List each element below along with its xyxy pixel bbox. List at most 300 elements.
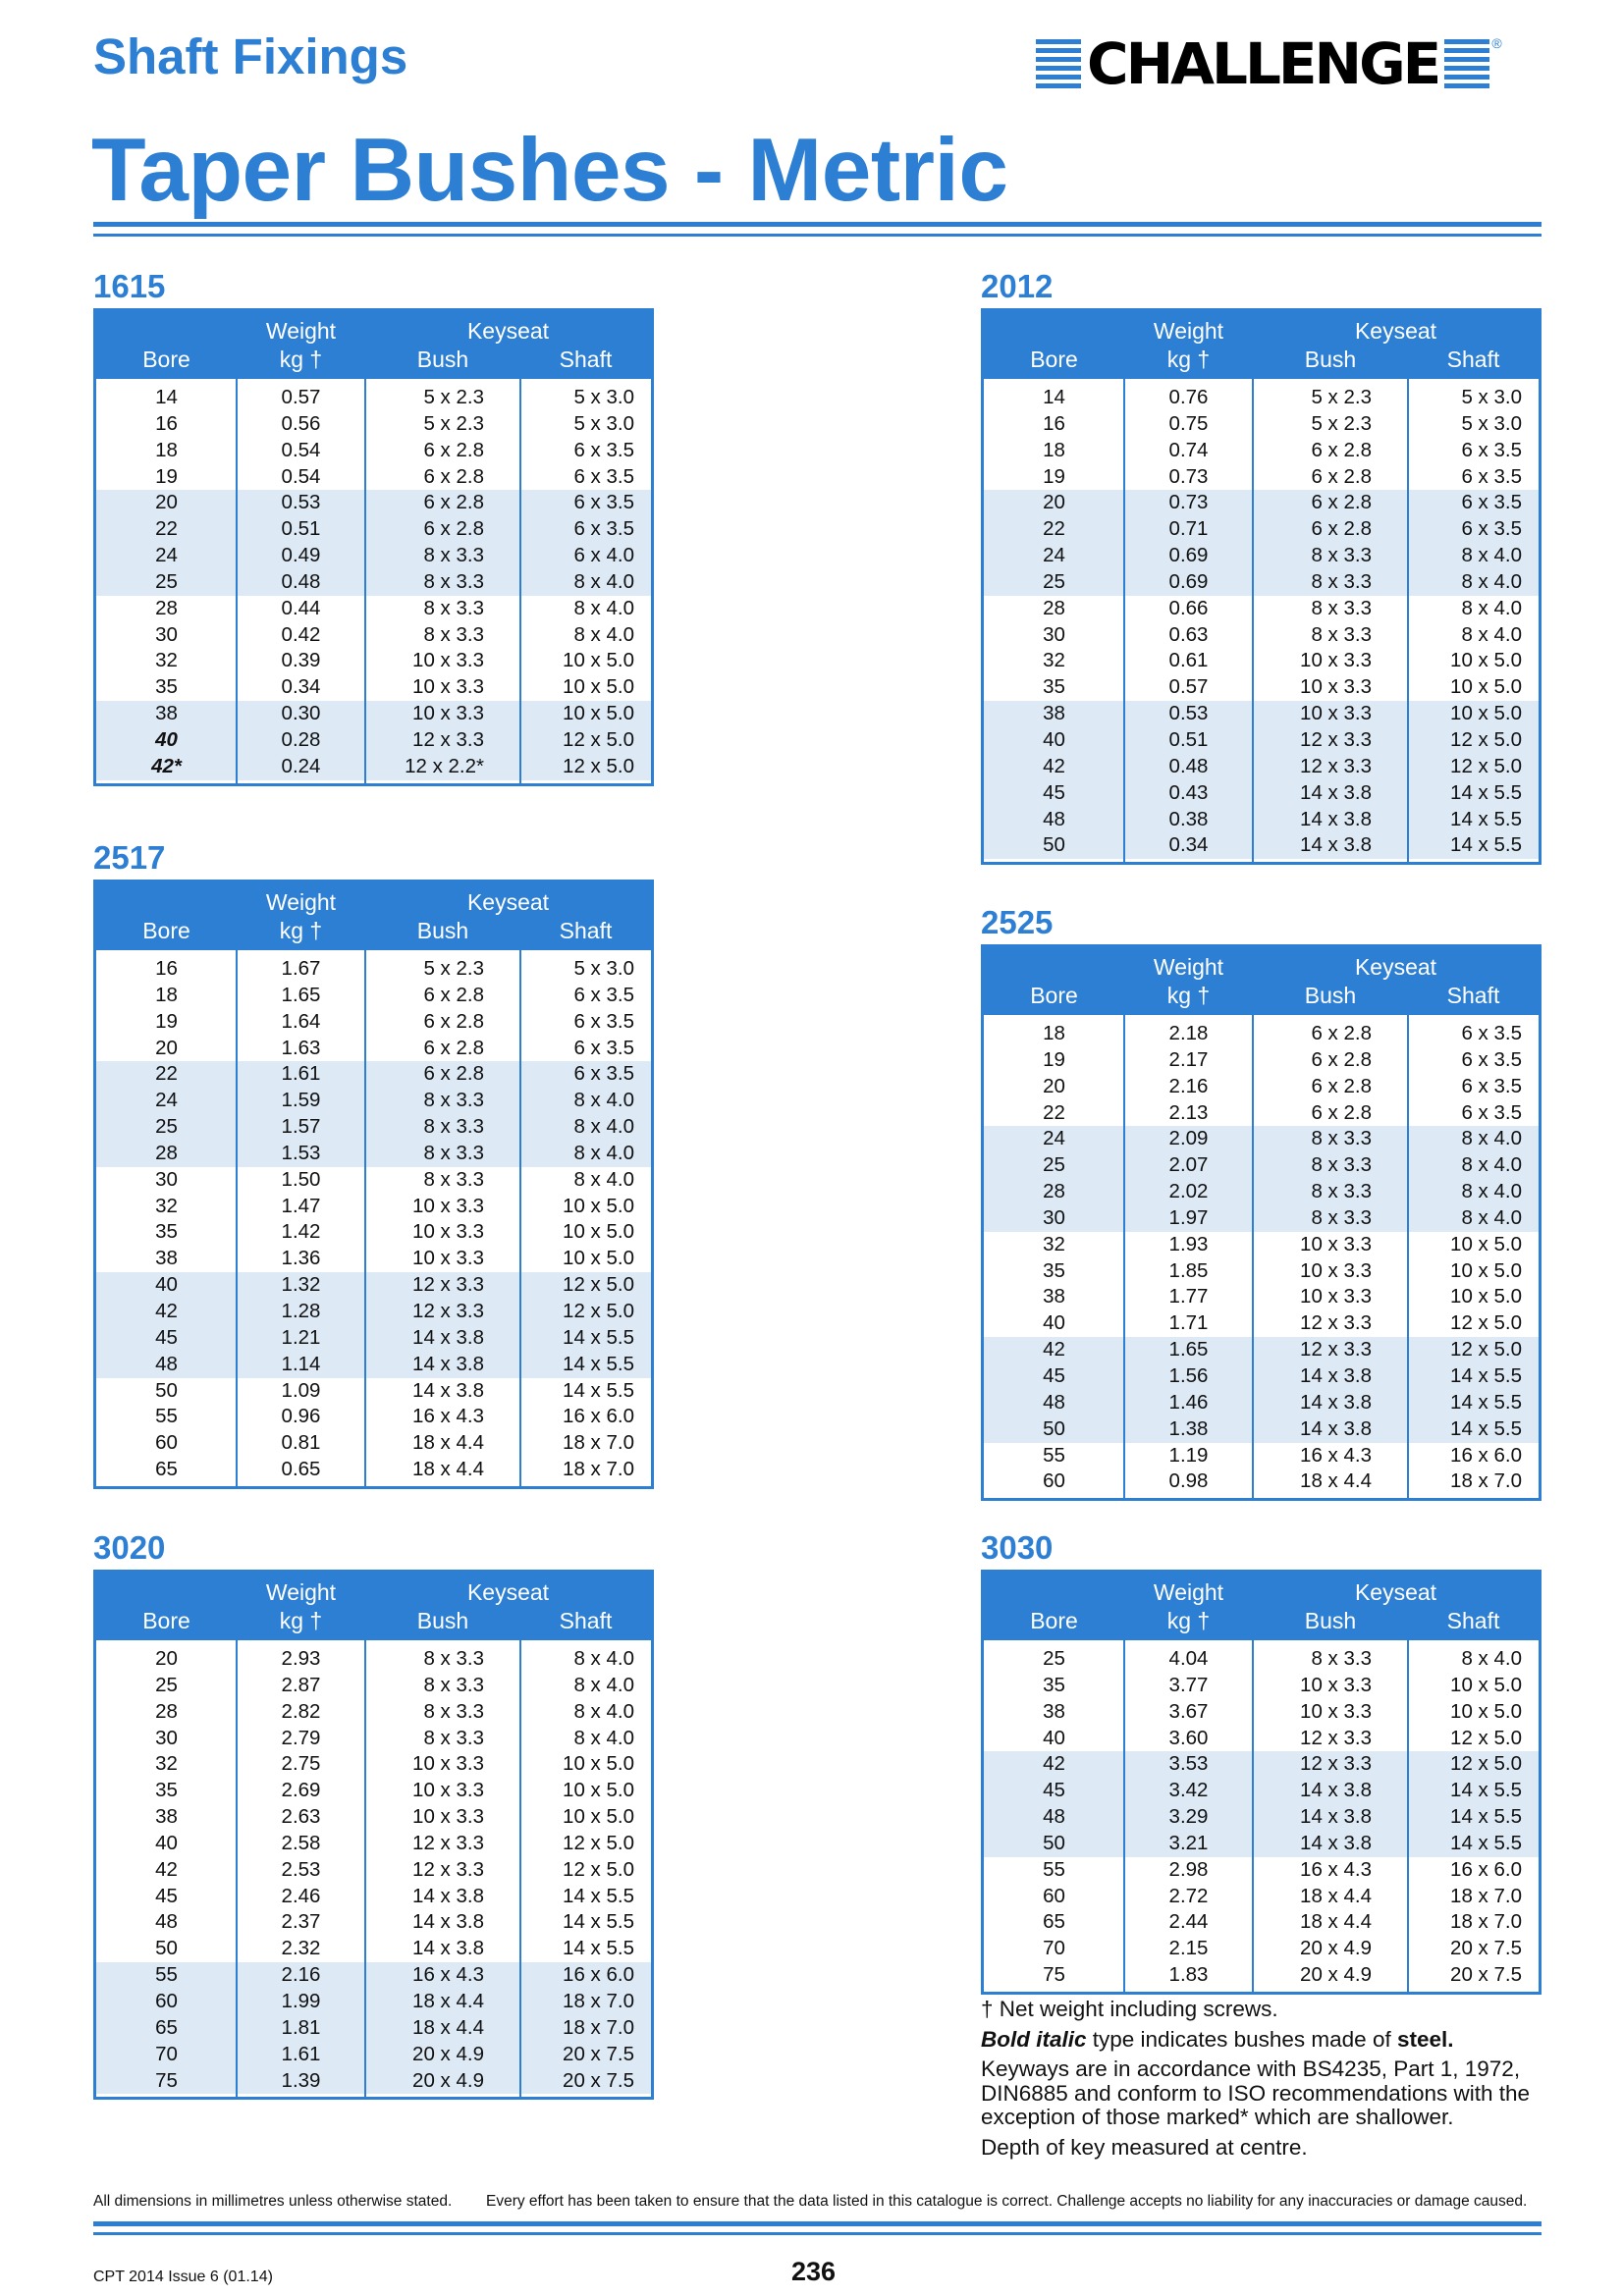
header-keyseat: Keyseat [1354,318,1437,344]
weight-cell: 1.83 [1168,1963,1209,1987]
shaft-keyseat-cell: 14 x 5.5 [563,1884,634,1907]
bush-keyseat-cell: 5 x 2.3 [423,386,484,408]
table-row [984,1443,1539,1469]
table-row [96,622,651,649]
bush-keyseat-cell: 8 x 3.3 [423,1673,484,1696]
weight-cell: 0.76 [1168,386,1209,408]
bore-cell: 20 [155,1036,178,1059]
footer-rule-thin [93,2232,1542,2235]
bush-keyseat-cell: 8 x 3.3 [1311,544,1372,567]
shaft-keyseat-cell: 10 x 5.0 [563,1194,634,1217]
table-row [984,1363,1539,1390]
table-row [984,516,1539,543]
bush-keyseat-cell: 6 x 2.8 [423,1062,484,1086]
weight-cell: 2.87 [281,1673,321,1696]
bore-cell: 32 [1043,649,1065,672]
shaft-keyseat-cell: 10 x 5.0 [1450,1699,1522,1723]
table-row [96,1699,651,1726]
bush-keyseat-cell: 12 x 3.3 [1300,727,1372,751]
bore-cell: 35 [1043,1258,1065,1282]
bush-keyseat-cell: 10 x 3.3 [1300,1699,1372,1723]
shaft-keyseat-cell: 8 x 4.0 [573,622,634,646]
bore-cell: 25 [155,569,178,593]
weight-cell: 2.53 [281,1857,321,1881]
bush-keyseat-cell: 8 x 3.3 [423,1141,484,1164]
weight-cell: 3.77 [1168,1673,1209,1696]
weight-cell: 0.44 [281,596,321,619]
shaft-keyseat-cell: 8 x 4.0 [573,1726,634,1749]
bore-cell: 38 [1043,1699,1065,1723]
page-number: 236 [791,2257,837,2286]
bush-keyseat-cell: 14 x 3.8 [1300,807,1372,830]
bush-keyseat-cell: 8 x 3.3 [423,1699,484,1723]
table-body [984,1640,1539,1992]
bore-cell: 32 [155,1752,178,1776]
column-divider [1123,1640,1125,1992]
bore-cell: 30 [1043,622,1065,646]
table-frame [93,308,654,786]
weight-cell: 2.72 [1168,1884,1209,1907]
weight-cell: 3.53 [1168,1752,1209,1776]
table-row [984,385,1539,411]
weight-cell: 0.56 [281,411,321,435]
table-row [984,1936,1539,1962]
header-weight-unit: kg † [1166,1608,1211,1633]
shaft-keyseat-cell: 12 x 5.0 [1450,727,1522,751]
table-row [96,1061,651,1088]
table-row [96,1219,651,1246]
header-bore: Bore [142,347,190,372]
shaft-keyseat-cell: 8 x 4.0 [1461,622,1522,646]
shaft-keyseat-cell: 8 x 4.0 [1461,1180,1522,1203]
table-row [984,1310,1539,1337]
table-row [984,1416,1539,1443]
table-row [984,1284,1539,1310]
bore-cell: 19 [1043,1047,1065,1071]
bush-keyseat-cell: 16 x 4.3 [412,1405,484,1428]
table-row [984,1337,1539,1363]
bush-keyseat-cell: 12 x 3.3 [412,1299,484,1322]
table-row [96,1751,651,1778]
shaft-keyseat-cell: 12 x 5.0 [1450,1752,1522,1776]
bush-keyseat-cell: 14 x 3.8 [412,1910,484,1934]
shaft-keyseat-cell: 10 x 5.0 [563,702,634,725]
weight-cell: 1.21 [281,1325,321,1349]
bore-cell: 50 [1043,833,1065,857]
bush-keyseat-cell: 10 x 3.3 [1300,1232,1372,1255]
shaft-keyseat-cell: 12 x 5.0 [563,727,634,751]
bush-keyseat-cell: 8 x 3.3 [423,569,484,593]
table-row [984,1232,1539,1258]
bush-keyseat-cell: 12 x 3.3 [1300,1311,1372,1335]
steel-note [981,2028,1550,2053]
bush-keyseat-cell: 10 x 3.3 [412,1220,484,1244]
weight-cell: 0.73 [1168,491,1209,514]
table-row [984,1699,1539,1726]
table-row [984,1126,1539,1152]
header-weight-unit: kg † [1166,983,1211,1008]
column-divider [1252,1015,1254,1498]
header-shaft: Shaft [1446,1608,1500,1633]
weight-cell: 2.09 [1168,1127,1209,1150]
bush-keyseat-cell: 10 x 3.3 [412,1752,484,1776]
brand-name: CHALLENGE [1087,30,1439,97]
weight-cell: 3.21 [1168,1831,1209,1854]
issue-label: CPT 2014 Issue 6 (01.14) [93,2269,273,2285]
bore-cell: 42 [155,1857,178,1881]
weight-cell: 1.53 [281,1141,321,1164]
shaft-keyseat-cell: 6 x 3.5 [573,464,634,488]
weight-cell: 1.46 [1168,1390,1209,1414]
weight-cell: 0.96 [281,1405,321,1428]
bush-keyseat-cell: 14 x 3.8 [1300,1363,1372,1387]
shaft-keyseat-cell: 10 x 5.0 [563,675,634,699]
shaft-keyseat-cell: 10 x 5.0 [563,1779,634,1802]
shaft-keyseat-cell: 10 x 5.0 [563,1805,634,1829]
bush-keyseat-cell: 8 x 3.3 [1311,1647,1372,1670]
column-divider [519,1640,521,2097]
table-row [96,1778,651,1804]
bore-cell: 30 [155,622,178,646]
table-row [96,2015,651,2042]
table-row [96,411,651,438]
weight-cell: 1.09 [281,1378,321,1402]
table-row [984,1884,1539,1910]
bore-cell: 65 [155,1458,178,1481]
bush-keyseat-cell: 8 x 3.3 [423,1167,484,1191]
weight-cell: 0.42 [281,622,321,646]
weight-cell: 1.47 [281,1194,321,1217]
shaft-keyseat-cell: 8 x 4.0 [1461,569,1522,593]
weight-cell: 1.59 [281,1089,321,1112]
bore-cell: 16 [1043,411,1065,435]
weight-cell: 0.48 [1168,754,1209,777]
table-row [984,622,1539,649]
weight-cell: 3.60 [1168,1726,1209,1749]
weight-cell: 0.71 [1168,517,1209,541]
table-row [96,1088,651,1114]
shaft-keyseat-cell: 12 x 5.0 [563,1299,634,1322]
weight-cell: 0.69 [1168,544,1209,567]
bore-cell: 42 [155,1299,178,1322]
net-weight-note: † Net weight including screws. [981,1997,1278,2021]
weight-cell: 0.38 [1168,807,1209,830]
shaft-keyseat-cell: 12 x 5.0 [563,1273,634,1297]
bore-cell: 40 [155,1831,178,1854]
weight-cell: 1.97 [1168,1205,1209,1229]
bush-keyseat-cell: 8 x 3.3 [423,622,484,646]
weight-cell: 1.67 [281,957,321,980]
table-frame [981,944,1542,1501]
bore-cell: 60 [155,1431,178,1455]
bore-cell: 28 [1043,1180,1065,1203]
table-body [96,950,651,1486]
table-row [96,1009,651,1036]
bush-keyseat-cell: 8 x 3.3 [423,596,484,619]
weight-cell: 1.57 [281,1115,321,1139]
weight-cell: 3.67 [1168,1699,1209,1723]
shaft-keyseat-cell: 14 x 5.5 [563,1937,634,1960]
bush-keyseat-cell: 5 x 2.3 [1311,411,1372,435]
bush-keyseat-cell: 6 x 2.8 [1311,1074,1372,1097]
bush-keyseat-cell: 18 x 4.4 [412,2015,484,2039]
weight-cell: 2.46 [281,1884,321,1907]
dimensions-note: All dimensions in millimetres unless otherwise stated. [93,2193,453,2210]
column-divider [519,379,521,783]
shaft-keyseat-cell: 8 x 4.0 [573,596,634,619]
table-row [984,1100,1539,1127]
weight-cell: 0.54 [281,438,321,461]
shaft-keyseat-cell: 10 x 5.0 [1450,675,1522,699]
shaft-keyseat-cell: 10 x 5.0 [563,1220,634,1244]
bush-keyseat-cell: 6 x 2.8 [423,438,484,461]
weight-cell: 1.99 [281,1989,321,2012]
weight-cell: 0.51 [1168,727,1209,751]
shaft-keyseat-cell: 18 x 7.0 [563,1431,634,1455]
bore-cell: 45 [1043,1363,1065,1387]
header-shaft: Shaft [1446,347,1500,372]
bore-cell: 45 [155,1884,178,1907]
weight-cell: 2.17 [1168,1047,1209,1071]
bore-cell: 20 [155,1647,178,1670]
bush-keyseat-cell: 8 x 3.3 [423,1726,484,1749]
weight-cell: 1.32 [281,1273,321,1297]
bush-keyseat-cell: 16 x 4.3 [1300,1857,1372,1881]
notes [981,1998,1550,2165]
bush-keyseat-cell: 20 x 4.9 [412,2068,484,2092]
table-row [96,1036,651,1062]
shaft-keyseat-cell: 8 x 4.0 [1461,1153,1522,1177]
shaft-keyseat-cell: 5 x 3.0 [1461,386,1522,408]
bush-keyseat-cell: 6 x 2.8 [1311,1100,1372,1124]
table-row [96,727,651,754]
table-row [984,1778,1539,1804]
taper-bush-table-2525 [981,901,1542,1501]
table-header [96,311,651,379]
weight-cell: 1.61 [281,1062,321,1086]
shaft-keyseat-cell: 20 x 7.5 [563,2042,634,2065]
shaft-keyseat-cell: 18 x 7.0 [563,2015,634,2039]
table-code: 2525 [981,904,1054,940]
weight-cell: 1.39 [281,2068,321,2092]
column-divider [236,950,238,1486]
bush-keyseat-cell: 6 x 2.8 [1311,517,1372,541]
bore-cell: 45 [1043,1779,1065,1802]
bore-cell: 20 [1043,1074,1065,1097]
bore-cell: 38 [155,702,178,725]
column-divider [1123,1015,1125,1498]
weight-cell: 0.51 [281,517,321,541]
bore-cell: 50 [155,1937,178,1960]
weight-cell: 2.32 [281,1937,321,1960]
shaft-keyseat-cell: 6 x 3.5 [573,1009,634,1033]
footer-rule [93,2221,1542,2226]
header-weight-unit: kg † [1166,347,1211,372]
bore-cell: 65 [155,2015,178,2039]
weight-cell: 0.74 [1168,438,1209,461]
weight-cell: 0.53 [281,491,321,514]
weight-cell: 0.43 [1168,780,1209,804]
shaft-keyseat-cell: 12 x 5.0 [563,1831,634,1854]
weight-cell: 0.28 [281,727,321,751]
column-divider [1407,1015,1409,1498]
bush-keyseat-cell: 6 x 2.8 [1311,438,1372,461]
weight-cell: 3.29 [1168,1805,1209,1829]
table-row [96,569,651,596]
header-weight: Weight [265,889,337,915]
bore-cell: 60 [1043,1884,1065,1907]
table-row [96,1457,651,1483]
weight-cell: 0.73 [1168,464,1209,488]
depth-note: Depth of key measured at centre. [981,2134,1308,2160]
shaft-keyseat-cell: 14 x 5.5 [1450,1779,1522,1802]
shaft-keyseat-cell: 6 x 3.5 [573,491,634,514]
table-row [96,2042,651,2068]
weight-cell: 1.71 [1168,1311,1209,1335]
weight-cell: 0.98 [1168,1469,1209,1493]
table-row [96,2068,651,2095]
header-shaft: Shaft [559,1608,613,1633]
bush-keyseat-cell: 6 x 2.8 [423,517,484,541]
shaft-keyseat-cell: 6 x 3.5 [573,1062,634,1086]
bush-keyseat-cell: 10 x 3.3 [412,675,484,699]
bore-cell: 25 [1043,569,1065,593]
table-row [984,1468,1539,1495]
bush-keyseat-cell: 5 x 2.3 [423,411,484,435]
bore-cell: 40 [155,727,178,751]
shaft-keyseat-cell: 6 x 3.5 [1461,464,1522,488]
shaft-keyseat-cell: 8 x 4.0 [1461,1647,1522,1670]
bore-cell: 30 [155,1167,178,1191]
shaft-keyseat-cell: 10 x 5.0 [1450,1232,1522,1255]
weight-cell: 0.57 [1168,675,1209,699]
bush-keyseat-cell: 10 x 3.3 [1300,1258,1372,1282]
bore-cell: 35 [1043,675,1065,699]
shaft-keyseat-cell: 8 x 4.0 [1461,544,1522,567]
table-frame [93,1570,654,2100]
shaft-keyseat-cell: 14 x 5.5 [1450,833,1522,857]
weight-cell: 2.75 [281,1752,321,1776]
table-row [984,1673,1539,1699]
bore-cell: 28 [1043,596,1065,619]
bore-cell: 28 [155,1699,178,1723]
header-weight-unit: kg † [279,918,323,943]
weight-cell: 2.44 [1168,1910,1209,1934]
bush-keyseat-cell: 12 x 3.3 [1300,1338,1372,1362]
logo-stripes-right-icon [1444,39,1489,88]
bore-cell: 75 [155,2068,178,2092]
bush-keyseat-cell: 6 x 2.8 [1311,491,1372,514]
table-row [96,1352,651,1378]
bore-cell: 40 [1043,727,1065,751]
bush-keyseat-cell: 10 x 3.3 [412,1247,484,1270]
table-row [96,1673,651,1699]
shaft-keyseat-cell: 12 x 5.0 [1450,754,1522,777]
bore-cell: 30 [155,1726,178,1749]
bush-keyseat-cell: 6 x 2.8 [423,464,484,488]
bore-cell: 42 [1043,754,1065,777]
bore-cell: 32 [155,1194,178,1217]
table-row [984,569,1539,596]
bore-cell: 35 [155,1779,178,1802]
bush-keyseat-cell: 20 x 4.9 [1300,1937,1372,1960]
bush-keyseat-cell: 14 x 3.8 [412,1937,484,1960]
header-bush: Bush [416,918,469,943]
shaft-keyseat-cell: 20 x 7.5 [563,2068,634,2092]
brand-logo [1036,30,1556,97]
bush-keyseat-cell: 18 x 4.4 [1300,1469,1372,1493]
table-row [984,832,1539,859]
bush-keyseat-cell: 18 x 4.4 [412,1431,484,1455]
weight-cell: 1.38 [1168,1416,1209,1440]
table-code: 3020 [93,1529,166,1566]
table-row [96,648,651,674]
weight-cell: 0.54 [281,464,321,488]
bore-cell: 48 [1043,1805,1065,1829]
bore-cell: 18 [155,983,178,1006]
bore-cell: 50 [1043,1416,1065,1440]
bush-keyseat-cell: 14 x 3.8 [1300,833,1372,857]
weight-cell: 1.50 [281,1167,321,1191]
weight-cell: 1.61 [281,2042,321,2065]
shaft-keyseat-cell: 10 x 5.0 [1450,1285,1522,1308]
table-row [96,1909,651,1936]
shaft-keyseat-cell: 14 x 5.5 [1450,807,1522,830]
table-row [96,1299,651,1325]
shaft-keyseat-cell: 14 x 5.5 [563,1325,634,1349]
bush-keyseat-cell: 8 x 3.3 [1311,569,1372,593]
shaft-keyseat-cell: 14 x 5.5 [563,1352,634,1375]
bush-keyseat-cell: 20 x 4.9 [412,2042,484,2065]
bush-keyseat-cell: 8 x 3.3 [1311,622,1372,646]
table-row [96,1857,651,1884]
table-row [96,596,651,622]
bore-cell: 60 [1043,1469,1065,1493]
bush-keyseat-cell: 14 x 3.8 [1300,1416,1372,1440]
column-divider [1123,379,1125,862]
bore-cell: 65 [1043,1910,1065,1934]
bore-cell: 14 [1043,386,1065,408]
shaft-keyseat-cell: 8 x 4.0 [573,1167,634,1191]
table-row [984,411,1539,438]
table-frame [93,880,654,1489]
bore-cell: 18 [155,438,178,461]
column-divider [1407,1640,1409,1992]
bore-cell: 48 [1043,1390,1065,1414]
table-row [984,1021,1539,1047]
bush-keyseat-cell: 14 x 3.8 [412,1352,484,1375]
section-title: Shaft Fixings [93,28,408,84]
weight-cell: 0.63 [1168,622,1209,646]
shaft-keyseat-cell: 14 x 5.5 [563,1378,634,1402]
weight-cell: 1.64 [281,1009,321,1033]
registered-mark: ® [1491,35,1502,51]
bore-cell: 45 [155,1325,178,1349]
weight-cell: 1.14 [281,1352,321,1375]
shaft-keyseat-cell: 6 x 3.5 [1461,438,1522,461]
table-row [984,543,1539,569]
table-frame [981,308,1542,865]
weight-cell: 2.93 [281,1647,321,1670]
bush-keyseat-cell: 10 x 3.3 [412,1779,484,1802]
table-code: 2517 [93,839,166,876]
bush-keyseat-cell: 14 x 3.8 [412,1884,484,1907]
bush-keyseat-cell: 18 x 4.4 [412,1458,484,1481]
table-row [984,1962,1539,1989]
table-row [984,1047,1539,1074]
weight-cell: 0.48 [281,569,321,593]
shaft-keyseat-cell: 16 x 6.0 [1450,1857,1522,1881]
